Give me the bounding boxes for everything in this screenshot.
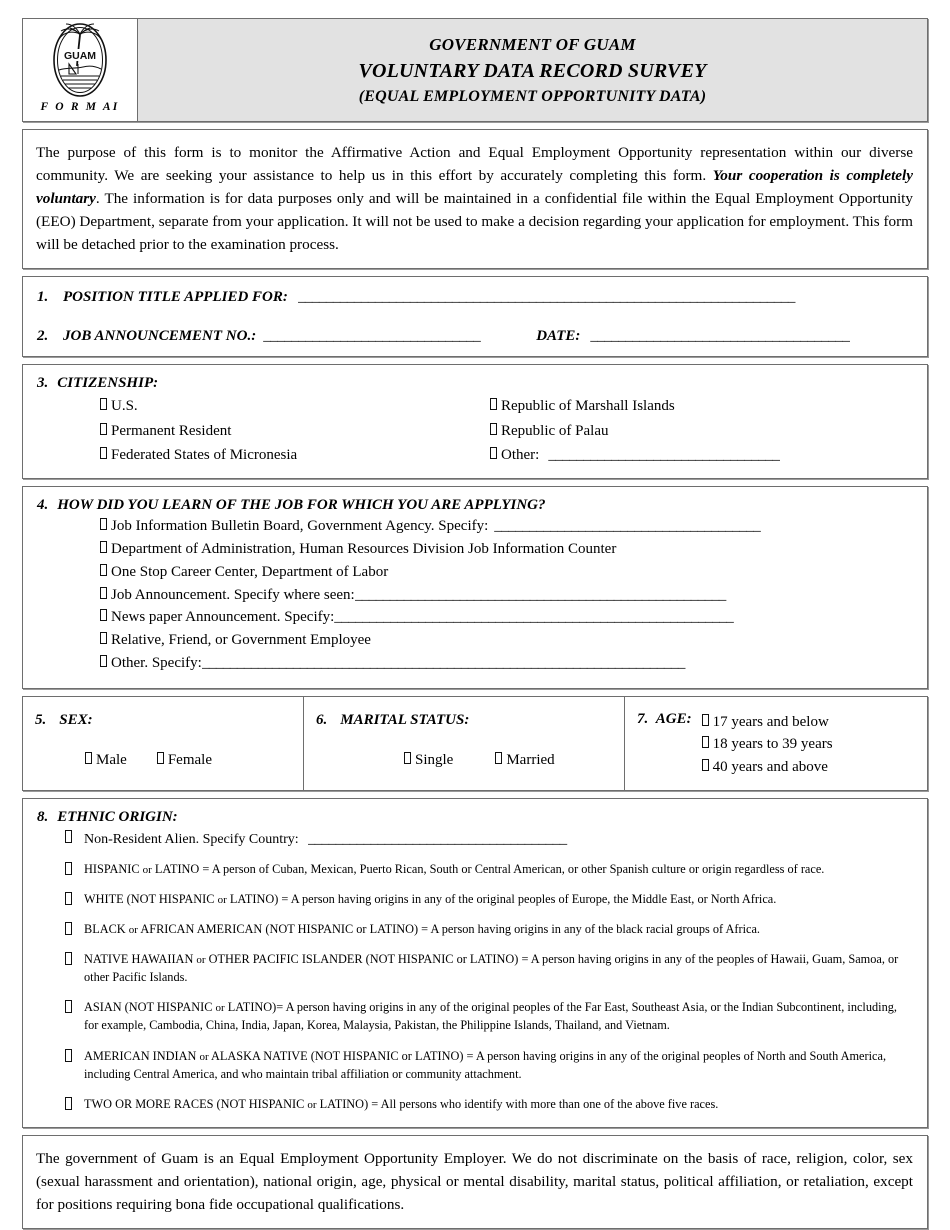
option-label: Republic of Palau: [501, 422, 609, 439]
citizenship-section: [22, 364, 928, 479]
checkbox-icon[interactable]: [100, 518, 107, 530]
option-caps: NATIVE HAWAIIAN: [84, 952, 194, 967]
citizenship-option-us[interactable]: [100, 396, 490, 417]
q3-number: 3.: [37, 375, 49, 392]
option-caps2: LATINO): [229, 891, 279, 906]
job-source-section: [22, 486, 928, 688]
option-rest: = A person having origins in any of the original peoples of North and South America, including Central America, and who maintain tribal affiliation or community attachment.: [84, 1048, 887, 1081]
option-caps: ASIAN (NOT HISPANIC: [84, 1000, 213, 1015]
q6-heading: [304, 697, 624, 729]
title-line-3: (EQUAL EMPLOYMENT OPPORTUNITY DATA): [358, 87, 707, 105]
checkbox-icon[interactable]: [65, 892, 72, 905]
option-label: Non-Resident Alien. Specify Country:: [84, 831, 299, 847]
option-label: Relative, Friend, or Government Employee: [111, 632, 371, 649]
option-label: 17 years and below: [712, 713, 829, 730]
ethnic-option-non-resident-alien[interactable]: [37, 830, 913, 848]
ethnic-option-black-african-american[interactable]: [37, 920, 913, 938]
option-caps2: LATINO): [319, 1096, 369, 1111]
checkbox-icon[interactable]: [100, 541, 107, 553]
ethnic-option-native-hawaiian-pacific-islander[interactable]: [37, 950, 913, 986]
option-mid: or: [199, 1050, 209, 1063]
job-source-specify-input[interactable]: ______________________________________: [494, 518, 761, 535]
q7-heading: [637, 711, 692, 728]
option-label: Job Information Bulletin Board, Government Agency. Specify:: [111, 518, 489, 535]
checkbox-icon[interactable]: [65, 1049, 72, 1062]
option-label: [84, 890, 776, 908]
age-option-18-to-39[interactable]: [702, 733, 833, 756]
q8-label: ETHNIC ORIGIN:: [57, 808, 178, 825]
eeo-footer-section: [22, 1135, 928, 1229]
citizenship-other-input[interactable]: _________________________________: [548, 447, 780, 464]
job-source-other-input[interactable]: _____________________________________________________________________: [201, 654, 685, 671]
q2-label: JOB ANNOUNCEMENT NO.:: [63, 328, 257, 345]
intro-part2: . The information is for data purposes only and will be maintained in a confidential file within the Equal Employment Opportunity (EEO) Department, separate from your application. It will not be used to make a decision regarding your application for employment. This form will be detached prior to the examination process.: [36, 190, 913, 254]
option-mid: or: [142, 863, 152, 876]
option-label: Other. Specify:: [111, 654, 202, 671]
checkbox-icon[interactable]: [702, 714, 709, 726]
marital-option-single[interactable]: [404, 750, 453, 771]
option-label: [84, 1047, 913, 1083]
intro-paragraph: [36, 141, 913, 256]
q5-heading: [23, 697, 303, 729]
job-source-option-doa-hr[interactable]: [100, 539, 913, 561]
sex-marital-age-section: [22, 696, 928, 791]
job-source-option-relative-friend[interactable]: [100, 630, 913, 652]
checkbox-icon[interactable]: [100, 398, 107, 410]
option-label: 18 years to 39 years: [712, 736, 833, 753]
option-label: 40 years and above: [712, 758, 828, 775]
job-source-options: [37, 516, 913, 674]
option-label: Female: [167, 751, 212, 768]
option-mid: or: [215, 1002, 225, 1015]
option-rest: = A person having origins in any of the original peoples of the Far East, Southeast Asia, or the Indian Subcontinent, including, for example, Cambodia, China, India, Japan, Korea, Malaysia, Pakistan, the Philippine Islands, Thailand, and Vietnam.: [84, 1000, 897, 1033]
option-mid: or: [217, 893, 227, 906]
option-mid: or: [196, 954, 206, 967]
q2-announcement-no-input[interactable]: _______________________________: [263, 328, 481, 345]
job-source-where-seen-input[interactable]: _____________________________________________________: [354, 586, 726, 603]
option-label: U.S.: [111, 398, 138, 415]
job-source-option-other[interactable]: [100, 653, 913, 675]
citizenship-option-permanent-resident[interactable]: [100, 421, 490, 442]
job-source-option-bulletin-board[interactable]: [100, 516, 913, 538]
form-header: [22, 18, 928, 122]
q7-number: 7.: [637, 710, 649, 727]
q1-position-title-input[interactable]: _______________________________________________________________________: [297, 289, 795, 306]
option-mid: or: [307, 1098, 317, 1111]
q8-number: 8.: [37, 808, 49, 825]
option-rest: = A person having origins in any of the original peoples of Europe, the Middle East, or North Africa.: [278, 891, 777, 906]
citizenship-options-grid: [37, 396, 913, 466]
option-label: News paper Announcement. Specify:: [111, 609, 335, 626]
citizenship-option-palau[interactable]: [490, 421, 913, 442]
option-caps2: LATINO): [227, 1000, 277, 1015]
option-rest: = A person of Cuban, Mexican, Puerto Rican, South or Central American, or other Spanish culture or origin regardless of race.: [199, 861, 825, 876]
option-label: [84, 860, 824, 878]
option-caps: BLACK: [84, 921, 126, 936]
seal-guam-text: GUAM: [63, 50, 97, 62]
option-rest: = A person having origins in any of the peoples of Hawaii, Guam, Samoa, or other Pacific Islands.: [84, 952, 899, 985]
ethnic-option-white[interactable]: [37, 890, 913, 908]
checkbox-icon[interactable]: [100, 587, 107, 599]
checkbox-icon[interactable]: [100, 632, 107, 644]
checkbox-icon[interactable]: [100, 609, 107, 621]
option-label: Department of Administration, Human Resources Division Job Information Counter: [111, 541, 617, 558]
option-label: [84, 1095, 718, 1113]
age-option-40-and-above[interactable]: [702, 756, 833, 779]
option-label: Other:: [501, 447, 540, 464]
option-label: Job Announcement. Specify where seen:: [111, 586, 355, 603]
marital-status-column: [304, 697, 625, 790]
q2-date-label: DATE:: [536, 328, 581, 345]
sex-option-female[interactable]: [157, 750, 212, 771]
q6-label: MARITAL STATUS:: [340, 711, 470, 728]
checkbox-icon[interactable]: [100, 447, 107, 459]
option-caps2: OTHER PACIFIC ISLANDER (NOT HISPANIC or LATINO): [208, 952, 519, 967]
option-mid: or: [128, 923, 138, 936]
non-resident-country-input[interactable]: _____________________________________: [307, 830, 567, 847]
checkbox-icon[interactable]: [65, 862, 72, 875]
option-label: Permanent Resident: [111, 422, 232, 439]
intro-section: [22, 129, 928, 269]
option-label: Married: [506, 751, 555, 768]
form-title-block: [138, 19, 927, 121]
seal-cell: [23, 19, 138, 121]
checkbox-icon[interactable]: [65, 922, 72, 935]
q8-heading: [37, 809, 913, 826]
checkbox-icon[interactable]: [702, 759, 709, 771]
q2-date-input[interactable]: _____________________________________: [590, 328, 850, 345]
job-source-option-job-announcement[interactable]: [100, 585, 913, 607]
q7-block: [625, 697, 927, 779]
checkbox-icon[interactable]: [65, 830, 72, 843]
footer-paragraph: The government of Guam is an Equal Employment Opportunity Employer. We do not discriminate on the basis of race, religion, color, sex (sexual harassment and orientation), national origin, age, physical or mental disability, marital status, political affiliation, or retaliation, except for positions requiring bona fide occupational qualifications.: [36, 1149, 913, 1214]
q7-label: AGE:: [655, 710, 692, 727]
ethnic-option-american-indian-alaska-native[interactable]: [37, 1047, 913, 1083]
option-label: Republic of Marshall Islands: [501, 398, 675, 415]
checkbox-icon[interactable]: [65, 952, 72, 965]
option-caps: WHITE (NOT HISPANIC: [84, 891, 215, 906]
guam-seal-icon: [49, 22, 111, 100]
intro-part1: The purpose of this form is to monitor the Affirmative Action and Equal Employment Opportunity representation within our diverse community. We are seeking your assistance to help us in this effort by accurately completing this form.: [36, 144, 913, 185]
option-caps2: LATINO: [154, 861, 200, 876]
checkbox-icon[interactable]: [495, 752, 502, 764]
q6-number: 6.: [316, 711, 328, 728]
option-label: Male: [96, 751, 127, 768]
age-option-17-and-below[interactable]: [702, 711, 833, 734]
q1-number: 1.: [37, 289, 49, 306]
checkbox-icon[interactable]: [702, 736, 709, 748]
q1-label: POSITION TITLE APPLIED FOR:: [63, 289, 288, 306]
checkbox-icon[interactable]: [85, 752, 92, 764]
option-rest: = All persons who identify with more than one of the above five races.: [368, 1096, 719, 1111]
citizenship-option-micronesia[interactable]: [100, 445, 490, 466]
option-caps2: ALASKA NATIVE (NOT HISPANIC or LATINO): [211, 1048, 464, 1063]
job-source-option-newspaper[interactable]: [100, 607, 913, 629]
position-and-announcement-section: [22, 276, 928, 357]
option-rest: = A person having origins in any of the black racial groups of Africa.: [418, 921, 761, 936]
option-label: [84, 950, 913, 986]
q2-number: 2.: [37, 328, 49, 345]
option-label: One Stop Career Center, Department of Labor: [111, 563, 389, 580]
checkbox-icon[interactable]: [157, 752, 164, 764]
citizenship-option-other[interactable]: [490, 445, 913, 466]
job-source-newspaper-input[interactable]: _________________________________________________________: [334, 609, 734, 626]
age-options: [702, 711, 833, 779]
option-label: Single: [415, 751, 454, 768]
citizenship-option-marshall-islands[interactable]: [490, 396, 913, 417]
q5-label: SEX:: [59, 711, 93, 728]
age-column: [625, 697, 927, 790]
checkbox-icon[interactable]: [100, 655, 107, 667]
option-label: [84, 998, 913, 1034]
ethnic-option-two-or-more-races[interactable]: [37, 1095, 913, 1113]
q4-number: 4.: [37, 497, 49, 514]
option-label: Federated States of Micronesia: [111, 447, 298, 464]
question-2-row: [37, 328, 913, 345]
option-caps: HISPANIC: [84, 861, 140, 876]
checkbox-icon[interactable]: [490, 423, 497, 435]
option-caps: TWO OR MORE RACES (NOT HISPANIC: [84, 1096, 305, 1111]
checkbox-icon[interactable]: [65, 1097, 72, 1110]
option-caps2: AFRICAN AMERICAN (NOT HISPANIC or LATINO): [140, 921, 419, 936]
checkbox-icon[interactable]: [404, 752, 411, 764]
question-1-row: [37, 289, 913, 306]
checkbox-icon[interactable]: [100, 564, 107, 576]
ethnic-origin-section: [22, 798, 928, 1128]
sex-column: [23, 697, 304, 790]
option-caps: AMERICAN INDIAN: [84, 1048, 197, 1063]
q3-heading: [37, 375, 913, 392]
ethnic-option-hispanic-latino[interactable]: [37, 860, 913, 878]
ethnic-option-asian[interactable]: [37, 998, 913, 1034]
option-label: [84, 920, 760, 938]
q5-number: 5.: [35, 711, 47, 728]
marital-status-options: [304, 750, 624, 771]
checkbox-icon[interactable]: [490, 447, 497, 459]
title-line-2: VOLUNTARY DATA RECORD SURVEY: [358, 59, 707, 82]
sex-option-male[interactable]: [85, 750, 127, 771]
title-line-1: GOVERNMENT OF GUAM: [429, 34, 636, 54]
marital-option-married[interactable]: [495, 750, 554, 771]
q3-label: CITIZENSHIP:: [57, 375, 159, 392]
checkbox-icon[interactable]: [100, 423, 107, 435]
q4-heading: [37, 497, 913, 514]
checkbox-icon[interactable]: [490, 398, 497, 410]
job-source-option-one-stop-career[interactable]: [100, 562, 913, 584]
checkbox-icon[interactable]: [65, 1000, 72, 1013]
sex-options: [23, 750, 303, 771]
intro-emphasis: Your cooperation is completely voluntary: [36, 167, 913, 208]
q4-label: HOW DID YOU LEARN OF THE JOB FOR WHICH YOU ARE APPLYING?: [57, 497, 546, 514]
form-id-label: F O R M AI: [40, 101, 120, 113]
